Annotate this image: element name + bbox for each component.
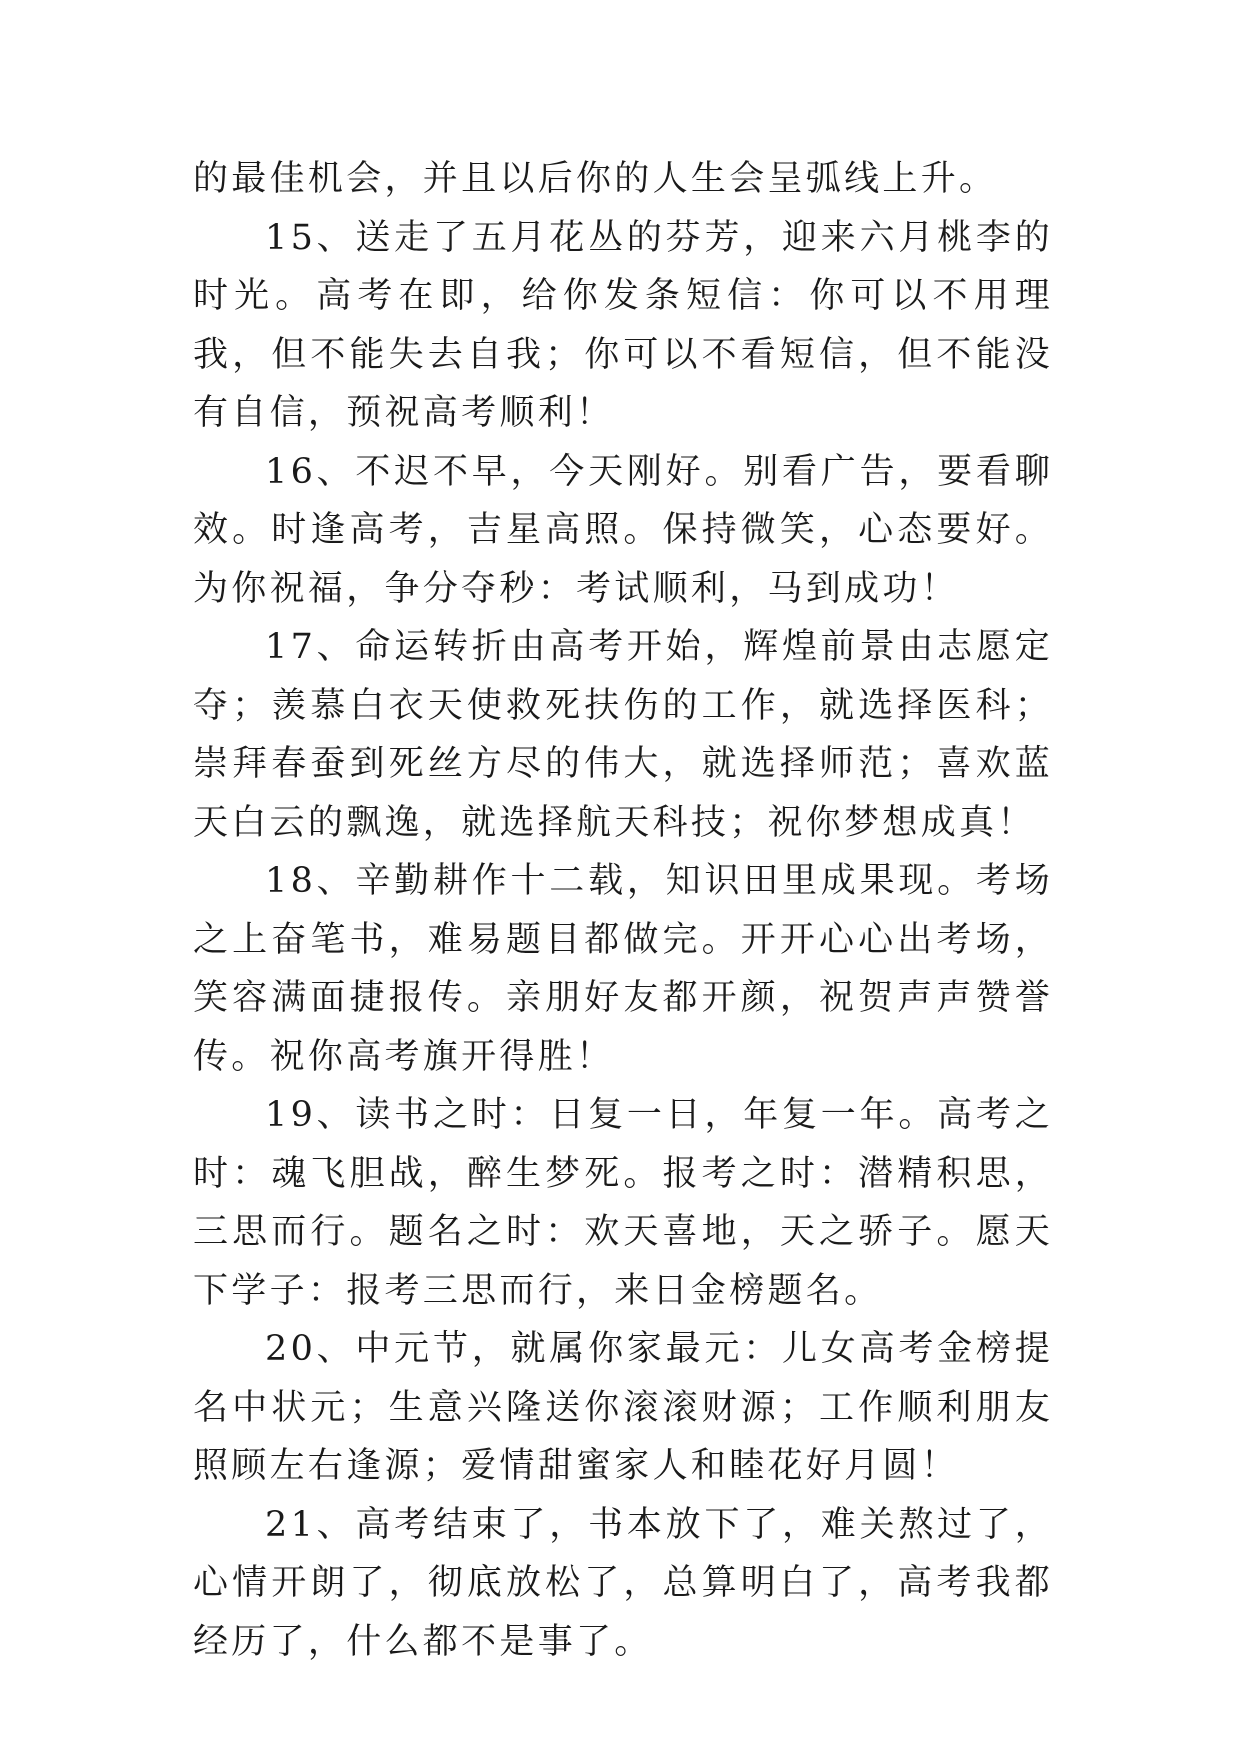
paragraph-continuation: 的最佳机会，并且以后你的人生会呈弧线上升。: [193, 159, 998, 199]
paragraph-19: 19、读书之时：日复一日，年复一年。高考之时：魂飞胆战，醉生梦死。报考之时：潜精积思，三思而行。题名之时：欢天喜地，天之骄子。愿天下学子：报考三思而行，来日金榜题名。: [193, 1095, 1053, 1311]
paragraph-17: 17、命运转折由高考开始，辉煌前景由志愿定夺；羡慕白衣天使救死扶伤的工作，就选择医科；崇拜春蚕到死丝方尽的伟大，就选择师范；喜欢蓝天白云的飘逸，就选择航天科技；祝你梦想成真！: [193, 627, 1053, 843]
paragraph-15: 15、送走了五月花丛的芬芳，迎来六月桃李的时光。高考在即，给你发条短信：你可以不用理我，但不能失去自我；你可以不看短信，但不能没有自信，预祝高考顺利！: [193, 217, 1053, 433]
paragraph-16: 16、不迟不早，今天刚好。别看广告，要看聊效。时逢高考，吉星高照。保持微笑，心态要好。为你祝福，争分夺秒：考试顺利，马到成功！: [193, 451, 1053, 609]
paragraph-20: 20、中元节，就属你家最元：儿女高考金榜提名中状元；生意兴隆送你滚滚财源；工作顺利朋友照顾左右逢源；爱情甜蜜家人和睦花好月圆！: [193, 1329, 1053, 1486]
paragraph-18: 18、辛勤耕作十二载，知识田里成果现。考场之上奋笔书，难易题目都做完。开开心心出考场，笑容满面捷报传。亲朋好友都开颜，祝贺声声赞誉传。祝你高考旗开得胜！: [193, 861, 1053, 1077]
document-body: [193, 150, 1053, 1671]
paragraph-21: 21、高考结束了，书本放下了，难关熬过了，心情开朗了，彻底放松了，总算明白了，高考我都经历了，什么都不是事了。: [193, 1504, 1053, 1662]
